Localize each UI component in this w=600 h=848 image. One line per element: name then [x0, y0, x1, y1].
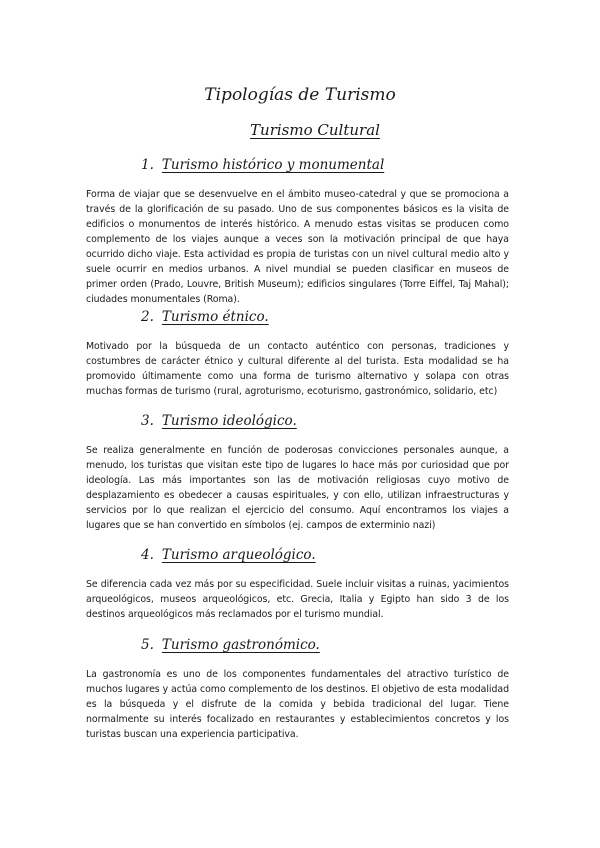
- section-body-gastronomico: La gastronomía es uno de los componentes fundamentales del atractivo turístico de muchos lugares y actúa como complemento de los destinos. El objetivo de esta modalidad es la búsqueda y el disfrute de la comida y bebida tradicional del lugar. Tiene normalmente su interés focalizado en restaurantes y establecimientos concretos y los turistas buscan una experiencia participativa.: [86, 669, 509, 740]
- section-heading-ideologico: [141, 411, 297, 431]
- page-subtitle: Turismo Cultural: [250, 121, 380, 139]
- section-body-ideologico: Se realiza generalmente en función de poderosas convicciones personales aunque, a menudo, los turistas que visitan este tipo de lugares lo hace más por curiosidad que por ideología. Las más importantes son las de motivación religiosas cuyo motivo de desplazamiento es obedecer a causas espirituales, y con ello, utilizan infraestructuras y servicios por lo que realizan el ejercicio del consumo. Aquí encontramos los viajes a lugares que se han convertido en símbolos (ej. campos de exterminio nazi): [86, 445, 509, 531]
- section-number: 3.: [141, 413, 154, 429]
- section-body-etnico: Motivado por la búsqueda de un contacto auténtico con personas, tradiciones y costumbres de carácter étnico y cultural diferente al del turista. Esta modalidad se ha promovido últimamente como una forma de turismo alternativo y solapa con otras muchas formas de turismo (rural, agroturismo, ecoturismo, gastronómico, solidario, etc): [86, 341, 509, 397]
- section-title: Turismo ideológico.: [161, 413, 297, 429]
- section-heading-gastronomico: [141, 635, 320, 655]
- section-number: 2.: [141, 309, 154, 325]
- section-number: 4.: [141, 547, 154, 563]
- section-heading-arqueologico: [141, 545, 316, 565]
- section-title: Turismo gastronómico.: [161, 637, 320, 653]
- section-heading-historico: [141, 155, 384, 175]
- section-heading-etnico: [141, 307, 269, 327]
- section-title: Turismo arqueológico.: [161, 547, 316, 563]
- page-title: Tipologías de Turismo: [204, 85, 396, 105]
- section-number: 1.: [141, 157, 154, 173]
- section-title: Turismo histórico y monumental: [161, 157, 385, 173]
- section-body-historico: Forma de viajar que se desenvuelve en el ámbito museo-catedral y que se promociona a través de la glorificación de su pasado. Uno de sus componentes básicos es la visita de edificios o monumentos de interés histórico. A menudo estas visitas se producen como complemento de los viajes aunque a veces son la motivación principal de que haya ocurrido dicho viaje. Esta actividad es propia de turistas con un nivel cultural medio alto y suele ocurrir en medios urbanos. A nivel mundial se pueden clasificar en museos de primer orden (Prado, Louvre, British Museum); edificios singulares (Torre Eiffel, Taj Mahal); ciudades monumentales (Roma).: [86, 189, 509, 305]
- section-body-arqueologico: Se diferencia cada vez más por su especificidad. Suele incluir visitas a ruinas, yacimientos arqueológicos, museos arqueológicos, etc. Grecia, Italia y Egipto han sido 3 de los destinos arqueológicos más reclamados por el turismo mundial.: [86, 579, 509, 620]
- section-title: Turismo étnico.: [161, 309, 269, 325]
- section-number: 5.: [141, 637, 154, 653]
